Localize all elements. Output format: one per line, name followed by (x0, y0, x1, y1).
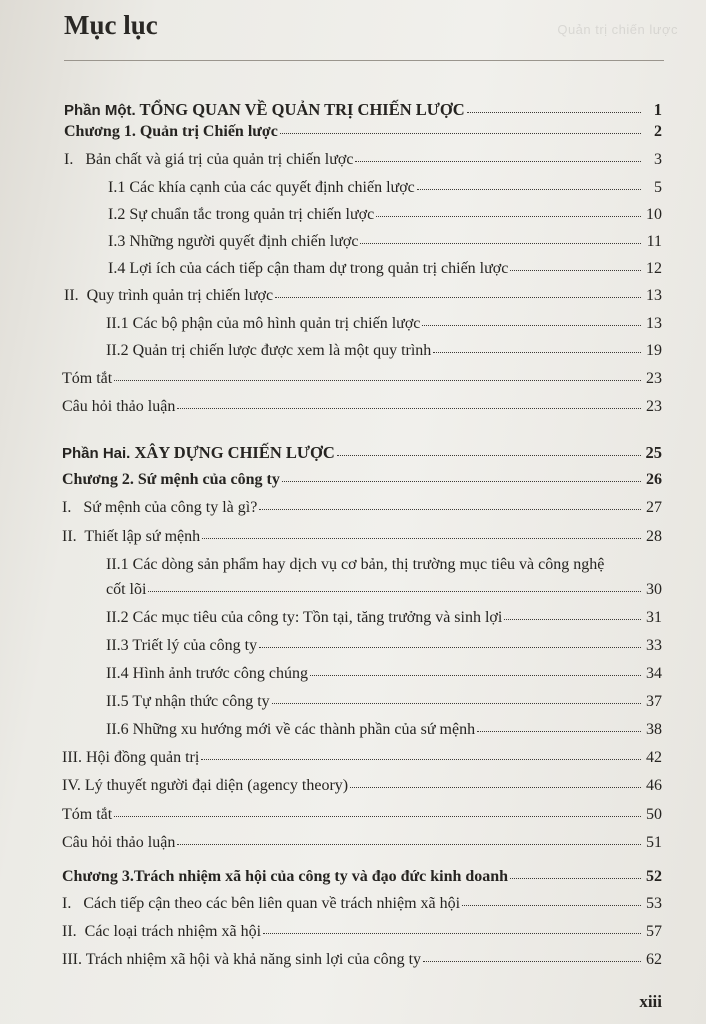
dot-leader (263, 933, 641, 934)
toc-c2-entry-ii4 (0, 664, 706, 684)
page-ref: 27 (646, 499, 662, 516)
page-ref: 62 (646, 951, 662, 968)
dot-leader (337, 455, 641, 456)
dot-leader (423, 961, 641, 962)
toc-questions-2 (0, 833, 706, 853)
toc-c3-entry-iii (0, 950, 706, 970)
page-ref: 26 (646, 471, 662, 488)
entry-title: III. Hội đồng quản trị (62, 749, 200, 766)
dot-leader (202, 538, 641, 539)
dot-leader (310, 675, 641, 676)
entry-title: Chương 3.Trách nhiệm xã hội của công ty và đạo đức kinh doanh (62, 868, 509, 885)
entry-title: I.3 Những người quyết định chiến lược (108, 233, 359, 250)
toc-c2-entry-iii (0, 748, 706, 768)
part-label: Phần Một. (64, 102, 136, 119)
entry-title: Tóm tắt (62, 806, 113, 823)
entry-title: Câu hỏi thảo luận (62, 834, 176, 851)
toc-chapter-2 (0, 470, 706, 490)
entry-title: IV. Lý thuyết người đại diện (agency theory) (62, 777, 349, 794)
toc-chapter-1 (0, 122, 706, 142)
ghost-running-header: Quản trị chiến lược (557, 22, 678, 37)
page-ref: 12 (646, 260, 662, 277)
page-ref: 10 (646, 206, 662, 223)
dot-leader (114, 816, 641, 817)
page-ref: 11 (646, 233, 662, 250)
entry-title: II. Thiết lập sứ mệnh (62, 528, 201, 545)
entry-title: II.3 Triết lý của công ty (106, 637, 258, 654)
toc-entry-i1 (0, 178, 706, 198)
dot-leader (422, 325, 641, 326)
page-ref: 52 (646, 868, 662, 885)
page-ref: 23 (646, 370, 662, 387)
dot-leader (510, 878, 641, 879)
title-rule (64, 60, 664, 61)
page-number: xiii (639, 992, 662, 1011)
page-ref: 13 (646, 287, 662, 304)
entry-title: II. Các loại trách nhiệm xã hội (62, 923, 262, 940)
toc-summary-2 (0, 805, 706, 825)
entry-title: III. Trách nhiệm xã hội và khả năng sinh lợi của công ty (62, 951, 422, 968)
dot-leader (504, 619, 641, 620)
toc-c2-entry-ii (0, 527, 706, 547)
toc-chapter-3 (0, 867, 706, 887)
dot-leader (433, 352, 641, 353)
toc-entry-i2 (0, 205, 706, 225)
part-label: Phần Hai. (62, 445, 131, 462)
entry-title: Tóm tắt (62, 370, 113, 387)
entry-title: I.1 Các khía cạnh của các quyết định chiến lược (108, 179, 415, 196)
page-ref: 34 (646, 665, 662, 682)
dot-leader (355, 161, 641, 162)
toc-entry-i (0, 150, 706, 170)
toc-entry-ii2 (0, 341, 706, 361)
entry-title: cốt lõi (106, 581, 147, 598)
page-ref: 53 (646, 895, 662, 912)
entry-title: II.2 Các mục tiêu của công ty: Tồn tại, tăng trưởng và sinh lợi (106, 609, 503, 626)
entry-title: I. Cách tiếp cận theo các bên liên quan về trách nhiệm xã hội (62, 895, 461, 912)
toc-c2-entry-iv (0, 776, 706, 796)
toc-c3-entry-i (0, 894, 706, 914)
dot-leader (376, 216, 641, 217)
toc-summary-1 (0, 369, 706, 389)
dot-leader (259, 647, 641, 648)
dot-leader (201, 759, 641, 760)
page-ref: 1 (653, 100, 662, 119)
page-ref: 46 (646, 777, 662, 794)
entry-title: I. Sứ mệnh của công ty là gì? (62, 499, 258, 516)
entry-title: Chương 2. Sứ mệnh của công ty (62, 471, 280, 488)
entry-title: Câu hỏi thảo luận (62, 398, 176, 415)
dot-leader (280, 133, 641, 134)
page-ref: 13 (646, 315, 662, 332)
page-ref: 2 (654, 123, 662, 140)
dot-leader (462, 905, 641, 906)
page-ref: 50 (646, 806, 662, 823)
toc-entry-i3 (0, 232, 706, 252)
dot-leader (477, 731, 641, 732)
entry-title: I.4 Lợi ích của cách tiếp cận tham dự trong quản trị chiến lược (108, 260, 509, 277)
entry-title: Chương 1. Quản trị Chiến lược (64, 123, 278, 140)
part-title: XÂY DỰNG CHIẾN LƯỢC (134, 443, 335, 462)
entry-title: II.2 Quản trị chiến lược được xem là một quy trình (106, 342, 432, 359)
toc-c2-entry-ii6 (0, 720, 706, 740)
dot-leader (272, 703, 641, 704)
entry-title: I. Bản chất và giá trị của quản trị chiến lược (64, 151, 354, 168)
entry-title: II.1 Các bộ phận của mô hình quản trị chiến lược (106, 315, 421, 332)
page-ref: 19 (646, 342, 662, 359)
page-ref: 42 (646, 749, 662, 766)
page-ref: 51 (646, 834, 662, 851)
page-ref: 33 (646, 637, 662, 654)
toc-entry-ii (0, 286, 706, 306)
page-ref: 3 (654, 151, 662, 168)
page-ref: 30 (646, 581, 662, 598)
part-title: TỔNG QUAN VỀ QUẢN TRỊ CHIẾN LƯỢC (139, 100, 465, 119)
toc-entry-i4 (0, 259, 706, 279)
toc-part-two (0, 443, 706, 464)
dot-leader (360, 243, 641, 244)
dot-leader (282, 481, 641, 482)
dot-leader (259, 509, 641, 510)
dot-leader (148, 591, 641, 592)
entry-title: II.5 Tự nhận thức công ty (106, 693, 270, 710)
toc-c3-entry-ii (0, 922, 706, 942)
toc-questions-1 (0, 397, 706, 417)
page-title: Mục lục (64, 10, 158, 40)
entry-title: II.4 Hình ảnh trước công chúng (106, 665, 308, 682)
page-ref: 25 (645, 443, 662, 462)
toc-entry-ii1 (0, 314, 706, 334)
toc-c2-entry-ii5 (0, 692, 706, 712)
dot-leader (510, 270, 641, 271)
page-ref: 57 (646, 923, 662, 940)
page-ref: 38 (646, 721, 662, 738)
toc-c2-entry-i (0, 498, 706, 518)
toc-c2-entry-ii1-line1: II.1 Các dòng sản phẩm hay dịch vụ cơ bản, thị trường mục tiêu và công nghệ (106, 556, 605, 573)
page-ref: 28 (646, 528, 662, 545)
page-ref: 23 (646, 398, 662, 415)
page-ref: 37 (646, 693, 662, 710)
entry-title: II.6 Những xu hướng mới về các thành phần của sứ mệnh (106, 721, 476, 738)
dot-leader (350, 787, 641, 788)
dot-leader (275, 297, 641, 298)
toc-part-one (0, 100, 706, 121)
page-ref: 5 (654, 179, 662, 196)
entry-title: I.2 Sự chuẩn tắc trong quản trị chiến lược (108, 206, 375, 223)
toc-c2-entry-ii1 (0, 580, 706, 600)
dot-leader (177, 844, 641, 845)
dot-leader (467, 112, 641, 113)
page-ref: 31 (646, 609, 662, 626)
dot-leader (114, 380, 641, 381)
entry-title: II. Quy trình quản trị chiến lược (64, 287, 274, 304)
toc-c2-entry-ii3 (0, 636, 706, 656)
toc-c2-entry-ii2 (0, 608, 706, 628)
dot-leader (417, 189, 641, 190)
dot-leader (177, 408, 641, 409)
